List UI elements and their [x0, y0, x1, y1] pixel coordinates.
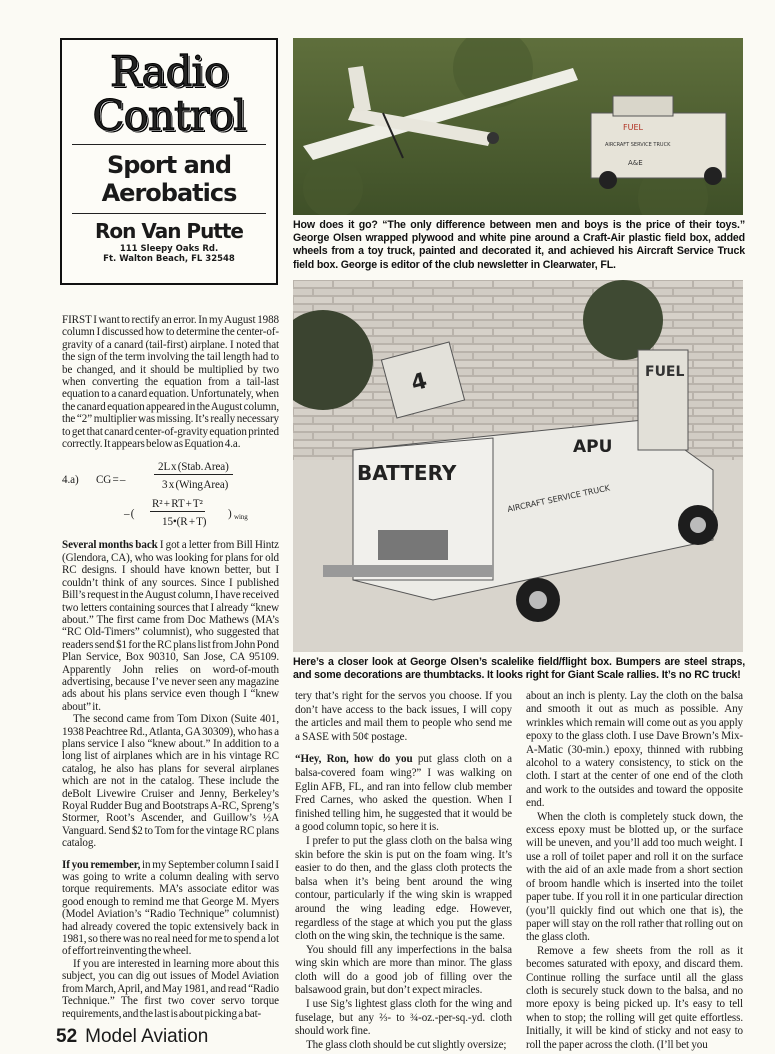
column-subtitle-line2: Aerobatics — [101, 179, 237, 207]
fuel-label: FUEL — [623, 123, 643, 132]
apu-label: APU — [573, 437, 613, 457]
column-subtitle-line1: Sport and — [106, 151, 232, 179]
paragraph — [295, 753, 512, 835]
paragraph: I use Sig’s lightest glass cloth for the wing and fuselage, but any ⅔- to ¾-oz.-per-sq.-yd. cloth should work fine. — [295, 998, 512, 1038]
paragraph: You should fill any imperfections in the balsa wing skin which are more than minor. The glass cloth will do a good job of filling over the balsawood grain, but don’t expect miracles. — [295, 943, 512, 997]
paragraph-lead: Several months back — [62, 539, 158, 552]
paragraph: If you are interested in learning more about this subject, you can dig out issues of Model Aviation from March, April, and May 1981, and read “Radio Technique.” The first two cover servo torque requirements, and the last is about picking a bat- — [62, 957, 279, 1020]
photo2-caption: Here’s a closer look at George Olsen’s scalelike field/flight box. Bumpers are steel straps, and some decorations are thumbtacks. It looks right for Giant Scale rallies. It’s no RC truck! — [293, 656, 745, 682]
paragraph-text: put glass cloth on a balsa-covered foam wing?” I was walking on Eglin AFB, FL, and ran into fellow club member Fred Carnes, who asked the question. When I finished telling him, he suggested that it would be a good column topic, so here it is. — [295, 753, 512, 834]
equation-numerator-1: 2L x (Stab. Area) — [154, 460, 233, 475]
page-number: 52 — [56, 1026, 78, 1047]
column-title-line1: Radio — [109, 47, 229, 96]
paragraph: tery that’s right for the servos you choose. If you don’t have access to the back issues, I will copy the articles and mail them to people who send me a SASE with 50¢ postage. — [295, 690, 512, 743]
equation-numerator-2: R² + RT + T² — [152, 498, 203, 511]
equation-4a — [62, 456, 279, 530]
equation-denominator-2: 15•(R + T) — [162, 516, 207, 529]
equation-lhs: CG = – — [96, 474, 126, 487]
paragraph: about an inch is plenty. Lay the cloth on the balsa and smooth it out as much as possible. Any wrinkles which remain will come out as you apply epoxy to the glass cloth. I use Dave Brown’s Mix-A-Matic (30-min.) epoxy, thinned with rubbing alcohol to a watery consistency, to stick on the cloth. I start at the center of one end of the cloth and work to the outsides and toward the opposite end. — [526, 690, 743, 810]
photo-plane-and-field-box — [293, 38, 743, 215]
article-column-3 — [526, 690, 743, 1052]
truck-label: AIRCRAFT SERVICE TRUCK — [605, 142, 671, 148]
author-address-line2: Ft. Walton Beach, FL 32548 — [103, 254, 235, 264]
paragraph: Remove a few sheets from the roll as it becomes saturated with epoxy, and discard them. Continue rolling the surface until all the glass cloth is securely stuck down to the balsa, and no more epoxy is being picked up. It’s easy to tell when to stop; the rolling will get quite effortless. Initially, it will be kind of sticky and not easy to roll the paper across the cloth. (I’ll bet you — [526, 944, 743, 1051]
paragraph-text: I got a letter from Bill Hintz (Glendora, CA), who was looking for plans for old RC designs. I should have known better, but I couldn’t think of any sources. Since I published Bill’s request in the August column, I have received two letters containing sources that I already “knew about.” The first came from Doc Mathews (MA’s “RC Old-Timers” columnist), who suggested that readers send $1 for the RC plans list from John Pond Plan Service, Box 90310, San Jose, CA 95109. Apparently John relies on word-of-mouth advertising, because I’ve never seen any magazine ads about his plans service even though I “knew about” it. — [62, 539, 279, 713]
magazine-name: Model Aviation — [85, 1026, 209, 1047]
paragraph: The glass cloth should be cut slightly oversize; — [306, 1038, 507, 1051]
paragraph — [62, 859, 279, 958]
column-title-line2: Control — [92, 91, 246, 140]
paragraph: The second came from Tom Dixon (Suite 401, 1938 Peachtree Rd., Atlanta, GA 30309), who has a plans service I also “knew about.” In addition to a long list of airplanes which are in his vintage RC catalog, he also has plans for several airplanes which are not in the catalog. These include the deBolt Livewire Cruiser and Jenny, Berkeley’s Royal Rudder Bug and Bootstraps A-RC, Spreng’s Stormer, Root’s Ascender, and Guillow’s ½A Vanguard. Send $2 to Tom for the vintage RC plans catalog. — [62, 713, 279, 850]
equation-minus: – ( — [124, 508, 135, 521]
photo1-caption: How does it go? “The only difference between men and boys is the price of their toys.” George Olsen wrapped plywood and white pine around a Craft-Air plastic field box, added wheels from a toy truck, painted and decorated it, and achieved his Aircraft Service Truck field box. George is editor of the club newsletter in Clearwater, FL. — [293, 219, 745, 271]
column-header-box — [60, 38, 278, 285]
truck-label: AIRCRAFT SERVICE TRUCK — [506, 483, 611, 514]
page-footer — [56, 1026, 208, 1048]
paragraph-text: in my September column I said I was going to write a column dealing with servo torque requirements. MA’s associate editor was good enough to remind me that George M. Myers (Model Aviation’s “Radio Technique” columnist) had already covered the topic extensively back in 1981, so there was no real need for me to spend a lot of effort reinventing the wheel. — [62, 858, 279, 958]
divider — [72, 144, 266, 145]
paragraph: When the cloth is completely stuck down, the excess epoxy must be blotted up, or the surface will be uneven, and you’ll add too much weight. I use a roll of toilet paper and roll it on the surface with the aid of an axle made from a short section of broom handle which is inserted into the toilet paper tube. If you roll it in one particular direction (you’ll quickly find out which one that is), the paper will stay on the roll rather that rolling out on the glass cloth. — [526, 810, 743, 944]
equation-subscript: wing — [234, 513, 248, 522]
paragraph-lead: If you remember, — [62, 858, 141, 871]
author-address-line1: 111 Sleepy Oaks Rd. — [119, 244, 219, 254]
paragraph — [62, 539, 279, 713]
article-column-2 — [295, 690, 512, 1052]
fuel-label: FUEL — [645, 364, 685, 380]
equation-close: ) — [228, 508, 232, 521]
equation-denominator-1: 3 x (Wing Area) — [162, 479, 229, 492]
divider — [72, 213, 266, 214]
equation-label: 4.a) — [62, 474, 79, 487]
paragraph-lead: “Hey, Ron, how do you — [295, 753, 413, 766]
photo-aircraft-service-truck-closeup — [293, 280, 743, 652]
number-label: 4 — [408, 368, 430, 397]
battery-label: BATTERY — [357, 461, 457, 485]
article-column-1 — [62, 314, 279, 1020]
paragraph: I prefer to put the glass cloth on the balsa wing skin before the skin is put on the foam wing. It’s easier to do then, and the glass cloth protects the balsa when it’s being bent around the wing contour, particularly if the wing skin is wrapped around the wing leading edge. However, regardless of the stage at which you put the glass cloth on the wing skin, the technique is the same. — [295, 834, 512, 943]
author-name: Ron Van Putte — [94, 219, 243, 243]
paragraph: FIRST I want to rectify an error. In my August 1988 column I discussed how to determine the center-of-gravity of a canard (tail-first) airplane. I noted that the sign of the term involving the tail length had to be changed, and it should be multiplied by two when converting the equation from a tail-last equation to a canard equation. Unfortunately, when the canard equation appeared in the August column, the “2” multiplier was missing. It’s really necessary to get that canard center-of-gravity equation printed correctly. It appears below as Equation 4.a. — [62, 314, 279, 451]
box-label: A&E — [628, 159, 643, 167]
